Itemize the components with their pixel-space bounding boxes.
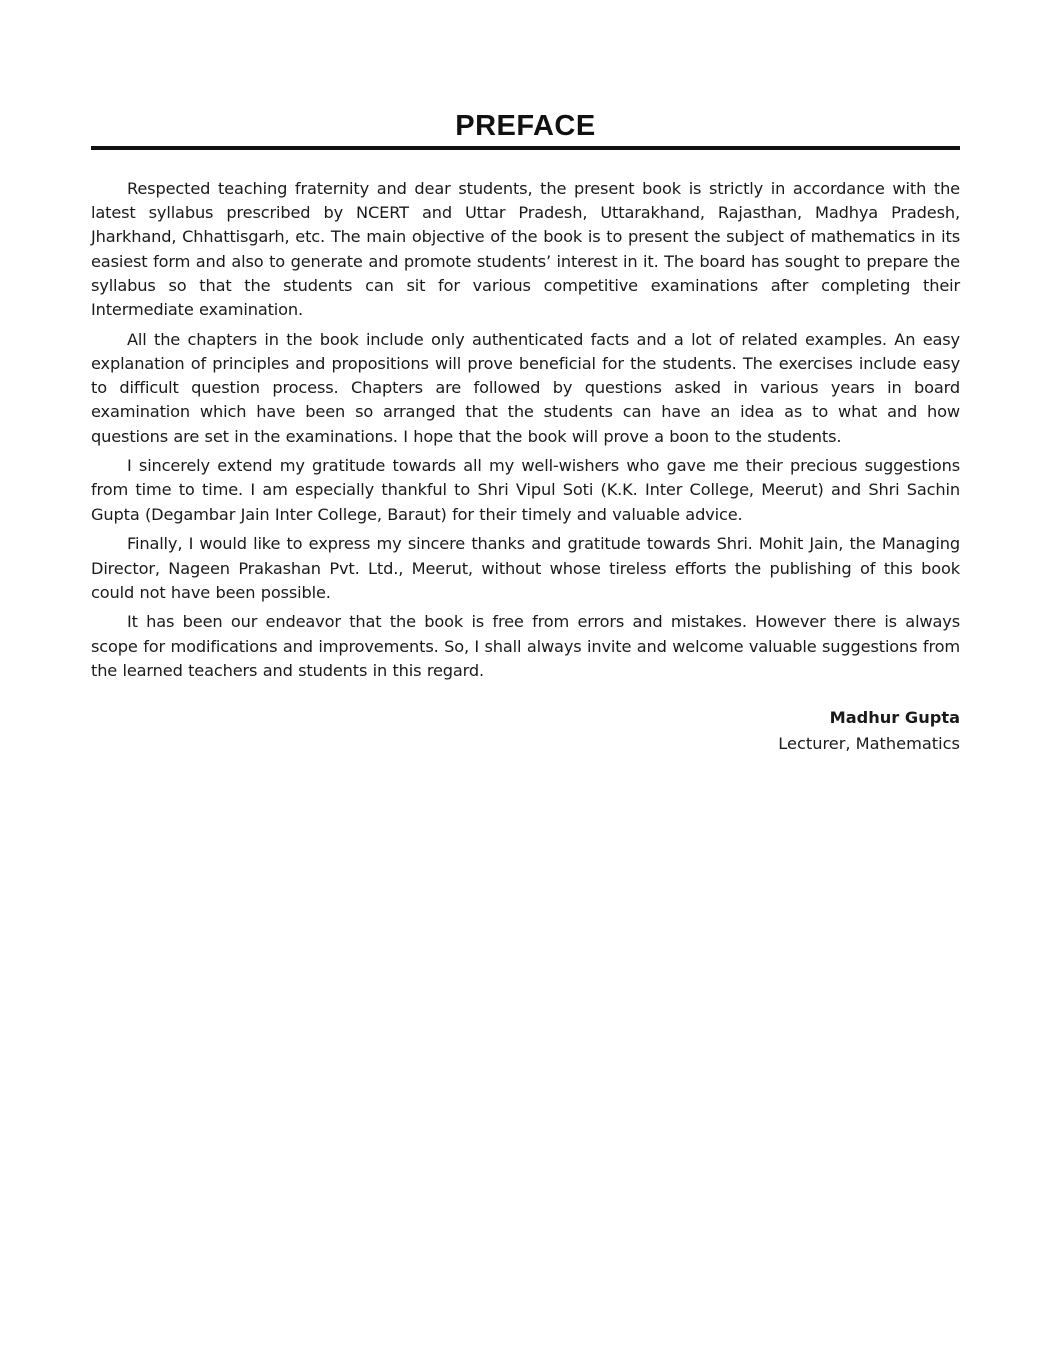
signature-block (91, 705, 960, 757)
title-underline-divider (91, 146, 960, 150)
preface-body (91, 177, 960, 683)
paragraph-intro: Respected teaching fraternity and dear students, the present book is strictly in accordance with the latest syllabus prescribed by NCERT and Uttar Pradesh, Uttarakhand, Rajasthan, Madhya Pradesh, Jharkhand, Chhattisgarh, etc. The main objective of the book is to present the subject of mathematics in its easiest form and also to generate and promote students’ interest in it. The board has sought to prepare the syllabus so that the students can sit for various competitive examinations after completing their Intermediate examination. (91, 179, 960, 320)
author-role: Lecturer, Mathematics (778, 734, 960, 754)
paragraph-errors: It has been our endeavor that the book is free from errors and mistakes. However there is always scope for modifications and improvements. So, I shall always invite and welcome valuable suggestions from the learned teachers and students in this regard. (91, 612, 960, 680)
paragraph-gratitude: I sincerely extend my gratitude towards all my well-wishers who gave me their precious suggestions from time to time. I am especially thankful to Shri Vipul Soti (K.K. Inter College, Meerut) and Shri Sachin Gupta (Degambar Jain Inter College, Baraut) for their timely and valuable advice. (91, 456, 960, 524)
page-title: PREFACE (455, 110, 596, 142)
paragraph-thanks: Finally, I would like to express my sincere thanks and gratitude towards Shri. Mohit Jain, the Managing Director, Nageen Prakashan Pvt. Ltd., Meerut, without whose tireless efforts the publishing of this book could not have been possible. (91, 534, 960, 602)
preface-page (91, 108, 960, 757)
paragraph-chapters: All the chapters in the book include only authenticated facts and a lot of related examples. An easy explanation of principles and propositions will prove beneficial for the students. The exercises include easy to difficult question process. Chapters are followed by questions asked in various years in board examination which have been so arranged that the students can have an idea as to what and how questions are set in the examinations. I hope that the book will prove a boon to the students. (91, 329, 960, 446)
author-name: Madhur Gupta (829, 708, 960, 728)
